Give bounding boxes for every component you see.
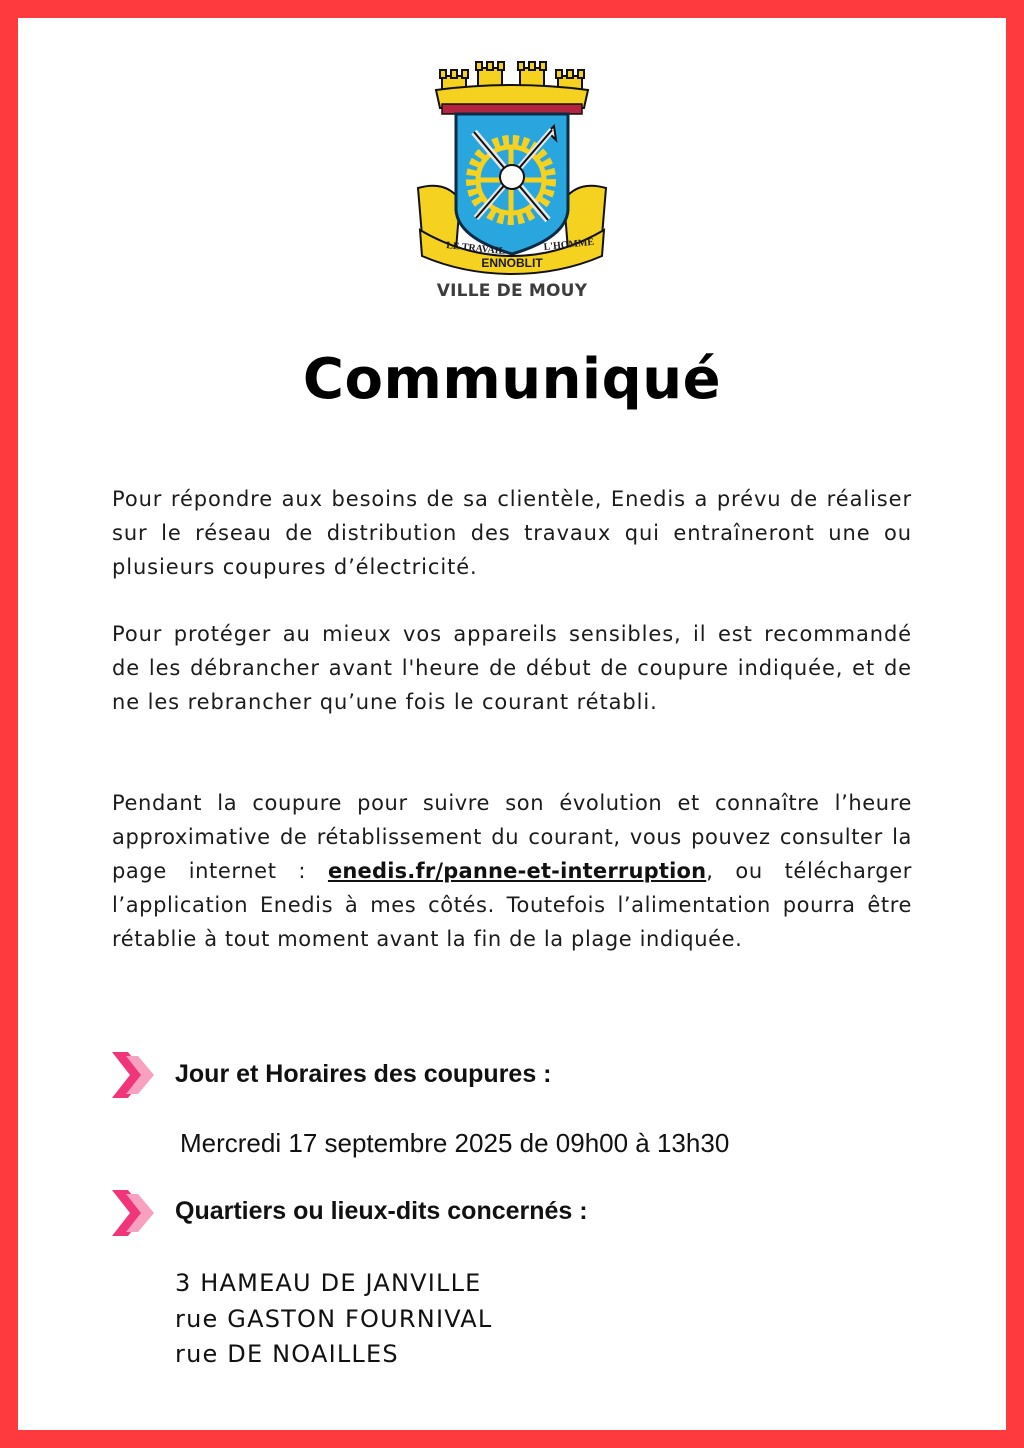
schedule-heading: Jour et Horaires des coupures :	[175, 1060, 552, 1088]
double-chevron-icon	[110, 1188, 156, 1238]
schedule-value: Mercredi 17 septembre 2025 de 09h00 à 13h30	[180, 1128, 730, 1158]
paragraph-follow-up	[112, 786, 912, 956]
ram-head	[500, 165, 524, 189]
paragraph-follow-up-text-2: , ou télécharger l’application Enedis à mes côtés. Toutefois l’alimentation pourra être rétablie à tout moment avant la fin de la plage indiquée.	[112, 859, 912, 951]
motto-right: L'HOMME	[543, 236, 595, 253]
list-item: 3 HAMEAU DE JANVILLE	[175, 1269, 482, 1297]
double-chevron-icon	[110, 1050, 156, 1100]
city-crest-logo	[416, 60, 608, 275]
paragraph-follow-up-text-1: Pendant la coupure pour suivre son évolution et connaître l’heure approximative de rétablissement du courant, vous pouvez consulter la page internet :	[112, 791, 912, 883]
motto-left: LE TRAVAIL	[445, 240, 506, 258]
city-name: VILLE DE MOUY	[436, 281, 588, 301]
areas-heading: Quartiers ou lieux-dits concernés :	[175, 1197, 588, 1225]
paragraph-protection: Pour protéger au mieux vos appareils sensibles, il est recommandé de les débrancher avant l'heure de début de coupure indiquée, et de ne les rebrancher qu’une fois le courant rétabli.	[112, 622, 912, 714]
enedis-link[interactable]: enedis.fr/panne-et-interruption	[327, 859, 707, 883]
areas-list	[175, 1266, 493, 1373]
list-item: rue GASTON FOURNIVAL	[175, 1304, 493, 1333]
paragraph-intro: Pour répondre aux besoins de sa clientèle, Enedis a prévu de réaliser sur le réseau de distribution des travaux qui entraîneront une ou plusieurs coupures d’électricité.	[112, 487, 912, 579]
list-item: rue DE NOAILLES	[175, 1340, 399, 1368]
crown	[436, 62, 588, 108]
motto-center: ENNOBLIT	[481, 256, 543, 270]
page-title: Communiqué	[302, 347, 722, 412]
